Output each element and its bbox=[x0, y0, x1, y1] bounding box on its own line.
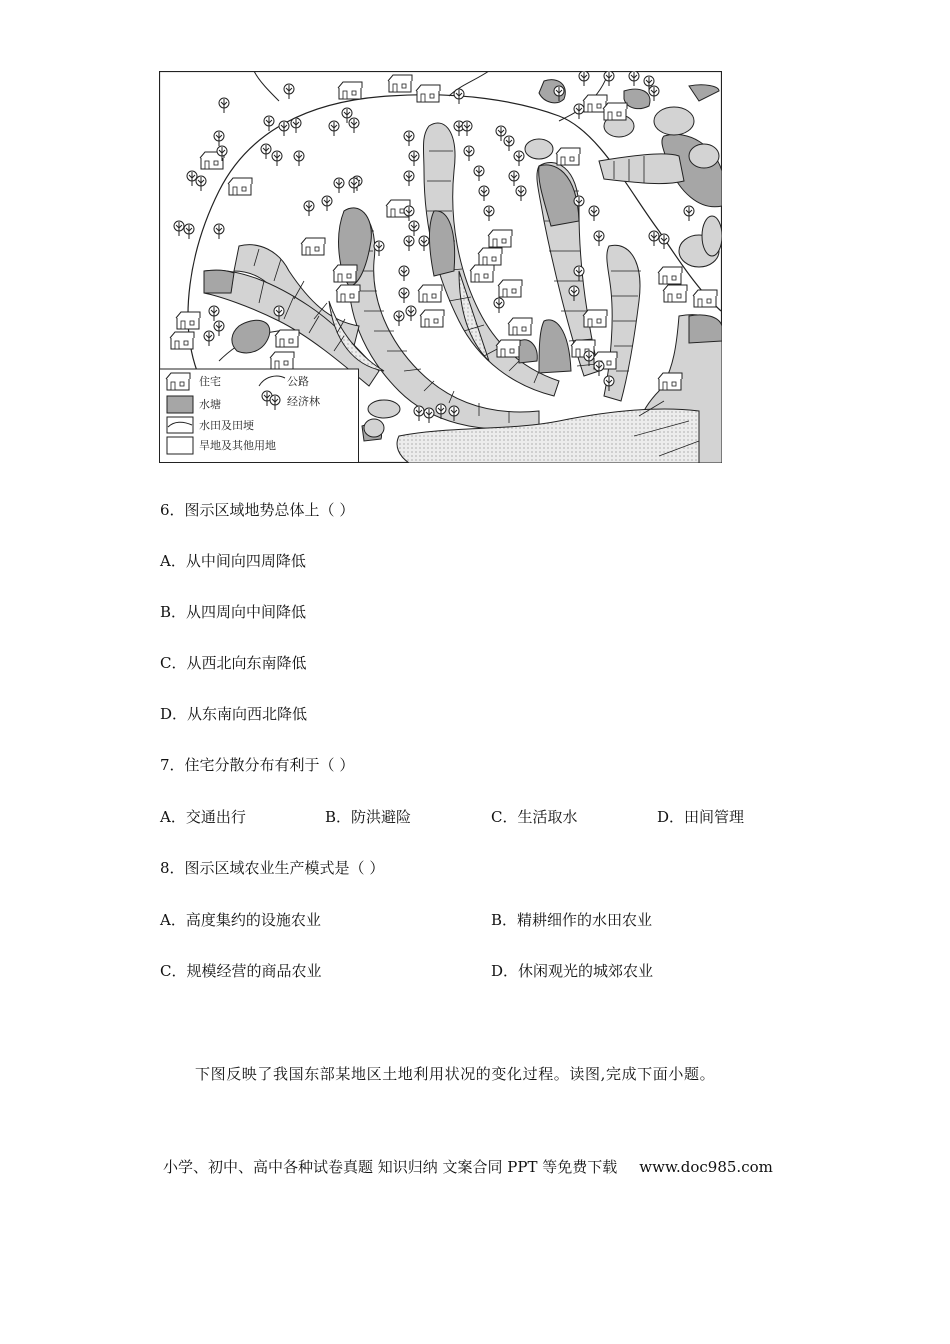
question-7-stem: 7．住宅分散分布有利于（ ） bbox=[160, 756, 355, 774]
legend-paddy: 水田及田埂 bbox=[199, 419, 254, 432]
q8-option-c[interactable]: C．规模经营的商品农业 bbox=[160, 962, 322, 980]
q7-option-c[interactable]: C．生活取水 bbox=[491, 808, 578, 826]
legend-road: 公路 bbox=[287, 375, 309, 388]
q8-option-d[interactable]: D．休闲观光的城郊农业 bbox=[491, 962, 654, 980]
question-8-stem: 8．图示区域农业生产模式是（ ） bbox=[160, 859, 385, 877]
footer-url[interactable]: www.doc985.com bbox=[639, 1158, 773, 1176]
legend-house: 住宅 bbox=[199, 375, 221, 388]
pond bbox=[624, 89, 650, 109]
land-use-map bbox=[159, 71, 722, 463]
legend-dryland: 旱地及其他用地 bbox=[199, 439, 276, 452]
q8-option-a[interactable]: A．高度集约的设施农业 bbox=[160, 911, 321, 929]
question-6-stem: 6．图示区域地势总体上（ ） bbox=[160, 501, 355, 519]
q6-option-a[interactable]: A．从中间向四周降低 bbox=[160, 552, 306, 570]
map-legend bbox=[160, 369, 359, 463]
q7-option-a[interactable]: A．交通出行 bbox=[160, 808, 246, 826]
q6-option-d[interactable]: D．从东南向西北降低 bbox=[160, 705, 308, 723]
legend-forest: 经济林 bbox=[287, 395, 320, 408]
q6-option-b[interactable]: B．从四周向中间降低 bbox=[160, 603, 307, 621]
page-footer bbox=[163, 1156, 773, 1177]
next-section-intro: 下图反映了我国东部某地区土地利用状况的变化过程。读图,完成下面小题。 bbox=[195, 1065, 716, 1083]
pond bbox=[204, 270, 234, 293]
q7-option-b[interactable]: B．防洪避险 bbox=[325, 808, 412, 826]
q8-option-b[interactable]: B．精耕细作的水田农业 bbox=[491, 911, 653, 929]
pond bbox=[689, 315, 722, 343]
footer-text: 小学、初中、高中各种试卷真题 知识归纳 文案合同 PPT 等免费下载 bbox=[163, 1158, 618, 1176]
legend-pond: 水塘 bbox=[199, 398, 221, 411]
q6-option-c[interactable]: C．从西北向东南降低 bbox=[160, 654, 307, 672]
q7-option-d[interactable]: D．田间管理 bbox=[657, 808, 745, 826]
